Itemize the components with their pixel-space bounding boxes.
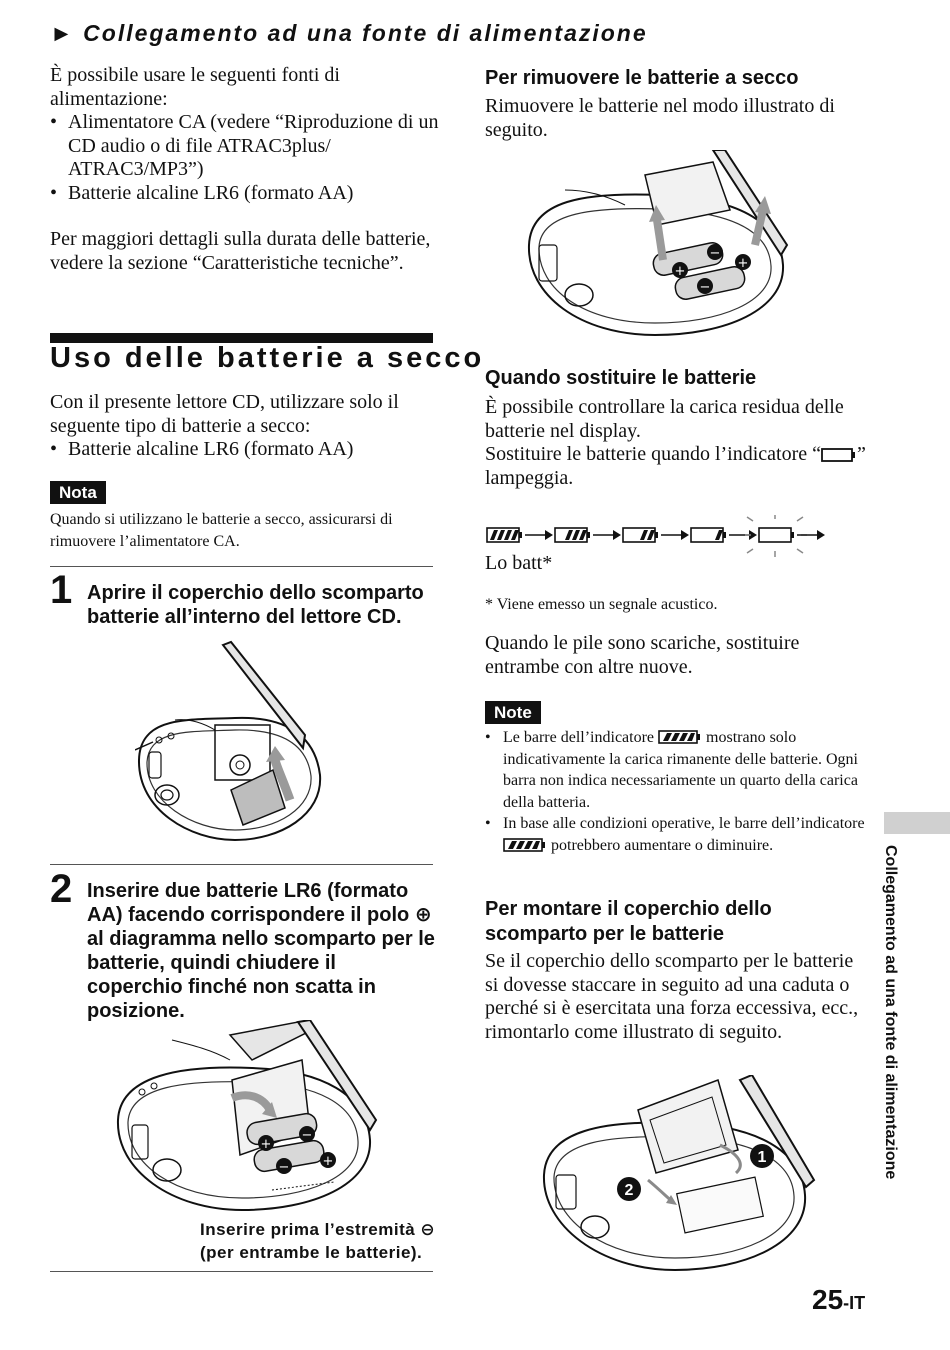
section-intro-block [50,391,440,462]
svg-text:−: − [709,246,721,261]
header-arrow-icon: ► [50,20,75,46]
list-item: • Batterie alcaline LR6 (formato AA) [50,438,440,462]
svg-text:+: + [737,256,749,271]
mount-heading: Per montare il coperchio dello scomparto per le batterie [485,898,772,945]
battery-indicator-sequence [485,515,855,557]
replace-heading: Quando sostituire le batterie [485,367,757,389]
battery-indicator-1 [691,528,726,542]
step1-number: 1 [50,568,73,612]
battery-indicator-3 [555,528,590,542]
section-heading: Uso delle batterie a secco [50,342,485,374]
arrow-head-icon [545,530,553,540]
page-number: 25-IT [812,1284,866,1315]
list-item: • Batterie alcaline LR6 (formato AA) [50,182,440,206]
remove-illustration [525,150,795,340]
full-battery-icon [503,837,547,853]
note-badge: Note [485,701,541,724]
battery-remove-icon [525,150,795,340]
svg-text:+: + [674,264,686,279]
lo-batt-label: Lo batt* [485,552,553,574]
callout-2: 2 [624,1182,634,1199]
remove-heading: Per rimuovere le batterie a secco [485,67,799,89]
nota-text: Quando si utilizzano le batterie a secco, assicurarsi di rimuovere l’alimentatore CA. [50,511,393,550]
divider [50,566,433,567]
arrow-head-icon [681,530,689,540]
arrow-head-icon [613,530,621,540]
step2-caption: Inserire prima l’estremità ⊖ (per entrambe le batterie). [200,1220,436,1262]
battery-type-list [50,438,440,462]
intro-block [50,64,440,275]
cd-player-open-lid-icon [135,640,335,845]
battery-indicator-2 [623,528,658,542]
svg-text:+: + [260,1137,272,1152]
side-tab-label: Collegamento ad una fonte di alimentazione [882,845,899,1180]
list-item: • Alimentatore CA (vedere “Riproduzione di un CD audio o di file ATRAC3plus/ ATRAC3/MP3”) [50,111,440,182]
svg-text:+: + [322,1154,334,1169]
svg-text:−: − [301,1128,313,1143]
step1-illustration [135,640,335,845]
header-title: Collegamento ad una fonte di alimentazione [83,20,648,46]
step2-number: 2 [50,867,73,911]
mount-illustration [540,1075,820,1275]
empty-battery-icon [821,447,857,463]
note-list [485,727,870,856]
nota-badge: Nota [50,481,106,504]
battery-insert-icon [112,1020,382,1215]
footnote: * Viene emesso un segnale acustico. [485,596,718,613]
battery-indicator-4 [487,528,522,542]
list-item: • Le barre dell’indicatore mostrano solo indicativamente la carica rimanente delle batterie. Ogni barra non indica necessariamente un quarto della carica della batteria. [485,727,870,813]
step1-text: Aprire il coperchio dello scomparto batterie all’interno del lettore CD. [87,582,424,628]
divider [50,1271,433,1272]
remove-text: Rimuovere le batterie nel modo illustrato di seguito. [485,95,835,141]
side-tab [884,812,950,834]
mount-text: Se il coperchio dello scomparto per le batterie si dovesse staccare in seguito ad una caduta o perché si è esercitata una forza eccessiva, ecc., rimontarlo come illustrato di seguito. [485,950,859,1043]
svg-text:−: − [699,280,711,295]
intro-text: È possibile usare le seguenti fonti di alimentazione: [50,64,340,110]
replace-both-text: Quando le pile sono scariche, sostituire entrambe con altre nuove. [485,632,800,678]
lid-mount-icon [540,1075,820,1275]
divider [50,864,433,865]
replace-block [485,396,875,490]
callout-1: 1 [757,1149,767,1166]
svg-text:−: − [278,1160,290,1175]
full-battery-icon [658,729,702,745]
step2-text: Inserire due batterie LR6 (formato AA) facendo corrispondere il polo ⊕ al diagramma nello scomparto per le batterie, quindi chiudere il coperchio finché non scatta in posizione. [87,880,435,1022]
replace-text1: È possibile controllare la carica residua delle batterie nel display. [485,396,844,442]
battery-level-diagram [485,515,855,557]
list-item: • In base alle condizioni operative, le barre dell’indicatore potrebbero aumentare o diminuire. [485,813,870,856]
section-header [50,20,648,47]
details-text: Per maggiori dettagli sulla durata delle batterie, vedere la sezione “Caratteristiche tecniche”. [50,228,431,274]
sources-list [50,111,440,205]
arrow-head-icon [817,530,825,540]
step2-illustration [112,1020,382,1215]
section-intro: Con il presente lettore CD, utilizzare solo il seguente tipo di batterie a secco: [50,391,399,437]
replace-text2: Sostituire le batterie quando l’indicatore “ ” lampeggia. [485,443,866,489]
